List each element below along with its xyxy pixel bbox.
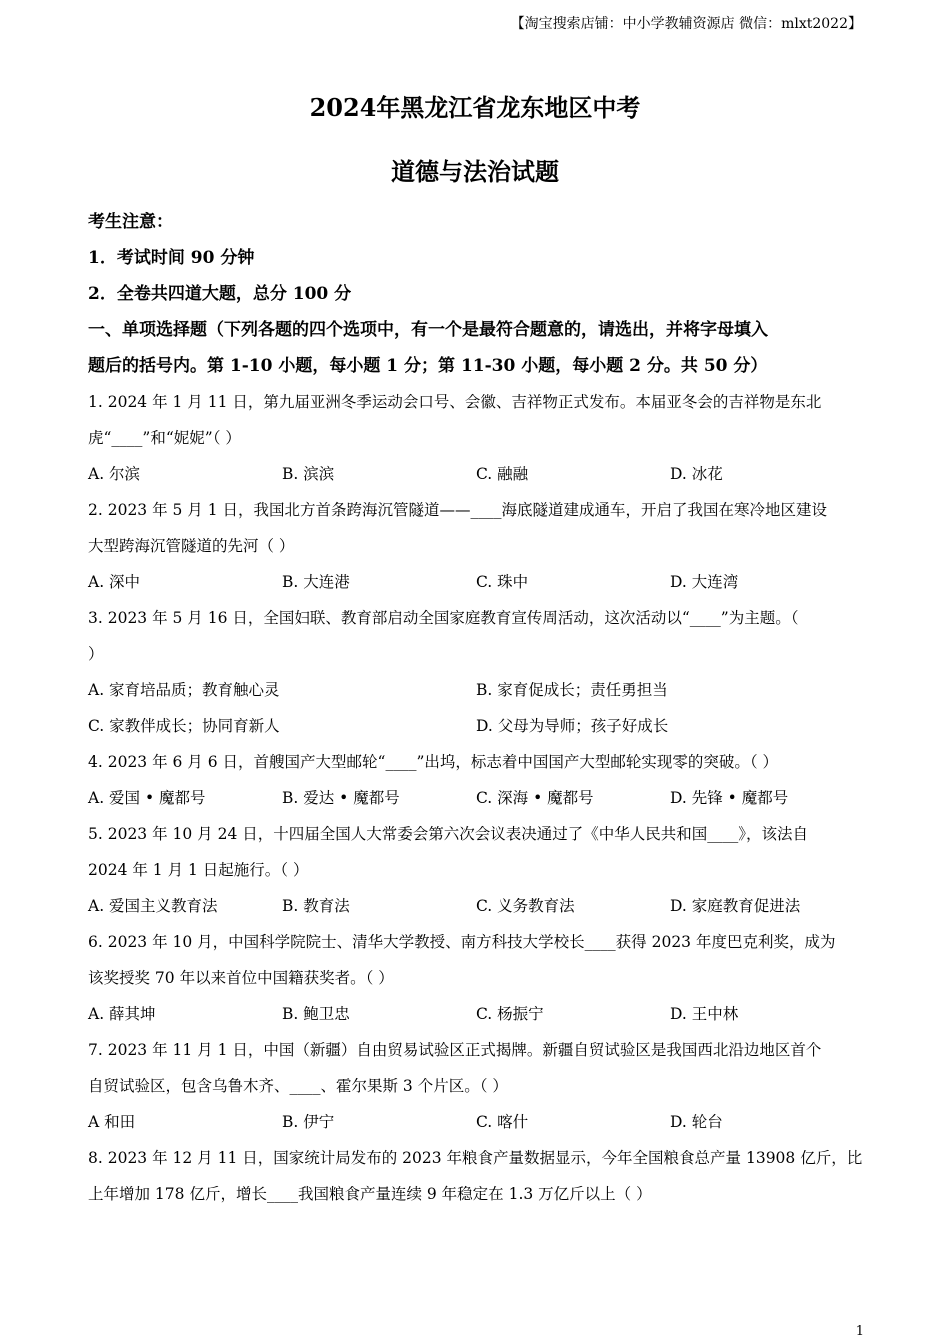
header-note: 【淘宝搜索店铺：中小学教辅资源店 微信：mlxt2022】 <box>510 16 862 32</box>
option-c: C. 义务教育法 <box>476 897 575 915</box>
option-b: B. 爱达 • 魔都号 <box>282 789 400 807</box>
question-text: 大型跨海沉管隧道的先河（ ） <box>88 537 295 555</box>
question-text: 2. 2023 年 5 月 1 日，我国北方首条跨海沉管隧道——____海底隧道建成通车，开启了我国在寒冷地区建设 <box>88 501 828 519</box>
options-row <box>88 1104 864 1140</box>
option-a: A. 深中 <box>88 573 141 591</box>
section-heading: 题后的括号内。第 1-10 小题，每小题 1 分；第 11-30 小题，每小题 2 分。共 50 分） <box>88 356 768 376</box>
page-title: 2024年黑龙江省龙东地区中考 <box>309 93 641 122</box>
question-text: 8. 2023 年 12 月 11 日，国家统计局发布的 2023 年粮食产量数据显示，今年全国粮食总产量 13908 亿斤，比 <box>88 1149 863 1167</box>
option-b: B. 教育法 <box>282 897 350 915</box>
option-b: B. 鲍卫忠 <box>282 1005 350 1023</box>
question-8 <box>88 1140 864 1212</box>
option-b: B. 滨滨 <box>282 465 335 483</box>
options-row <box>88 564 864 600</box>
question-text: ） <box>88 645 104 663</box>
section-heading: 一、单项选择题（下列各题的四个选项中，有一个是最符合题意的，请选出，并将字母填入 <box>88 320 768 340</box>
option-c: C. 喀什 <box>476 1113 529 1131</box>
option-a: A. 爱国主义教育法 <box>88 897 218 915</box>
question-text: 2024 年 1 月 1 日起施行。（ ） <box>88 861 309 879</box>
option-a: A. 爱国 • 魔都号 <box>88 789 206 807</box>
options-row <box>88 672 864 708</box>
question-2 <box>88 492 864 600</box>
notice-item: 1．考试时间 90 分钟 <box>88 248 255 268</box>
option-d: D. 冰花 <box>670 465 723 483</box>
question-text: 6. 2023 年 10 月，中国科学院院士、清华大学教授、南方科技大学校长____获得 2023 年度巴克利奖，成为 <box>88 933 836 951</box>
question-text: 5. 2023 年 10 月 24 日，十四届全国人大常委会第六次会议表决通过了《中华人民共和国____》，该法自 <box>88 825 808 843</box>
option-b: B. 大连港 <box>282 573 350 591</box>
question-text: 该奖授奖 70 年以来首位中国籍获奖者。（ ） <box>88 969 394 987</box>
question-text: 虎“____”和“妮妮”（ ） <box>88 429 241 447</box>
exam-content <box>88 204 864 1212</box>
option-c: C. 杨振宁 <box>476 1005 544 1023</box>
option-d: D. 王中林 <box>670 1005 739 1023</box>
notice-heading: 考生注意： <box>88 212 173 232</box>
question-text: 7. 2023 年 11 月 1 日，中国（新疆）自由贸易试验区正式揭牌。新疆自贸试验区是我国西北沿边地区首个 <box>88 1041 822 1059</box>
page-number: 1 <box>855 1324 864 1339</box>
option-d: D. 家庭教育促进法 <box>670 897 801 915</box>
options-row <box>88 456 864 492</box>
question-text: 上年增加 178 亿斤，增长____我国粮食产量连续 9 年稳定在 1.3 万亿斤以上（ ） <box>88 1185 652 1203</box>
question-1 <box>88 384 864 492</box>
option-d: D. 大连湾 <box>670 573 739 591</box>
option-d: D. 父母为导师；孩子好成长 <box>476 717 669 735</box>
options-row <box>88 996 864 1032</box>
option-a: A 和田 <box>88 1113 136 1131</box>
option-a: A. 尔滨 <box>88 465 141 483</box>
option-c: C. 深海 • 魔都号 <box>476 789 594 807</box>
options-row <box>88 888 864 924</box>
notice-item: 2．全卷共四道大题，总分 100 分 <box>88 284 352 304</box>
question-text: 3. 2023 年 5 月 16 日，全国妇联、教育部启动全国家庭教育宣传周活动，这次活动以“____”为主题。（ <box>88 609 799 627</box>
option-b: B. 伊宁 <box>282 1113 335 1131</box>
question-text: 自贸试验区，包含乌鲁木齐、____、霍尔果斯 3 个片区。（ ） <box>88 1077 508 1095</box>
question-4 <box>88 744 864 816</box>
option-a: A. 家育培品质；教育触心灵 <box>88 681 280 699</box>
question-6 <box>88 924 864 1032</box>
question-3 <box>88 600 864 744</box>
option-c: C. 珠中 <box>476 573 529 591</box>
options-row <box>88 780 864 816</box>
options-row <box>88 708 864 744</box>
page-subtitle: 道德与法治试题 <box>391 157 559 186</box>
option-c: C. 融融 <box>476 465 529 483</box>
option-a: A. 薛其坤 <box>88 1005 156 1023</box>
option-b: B. 家育促成长；责任勇担当 <box>476 681 668 699</box>
question-text: 1. 2024 年 1 月 11 日，第九届亚洲冬季运动会口号、会徽、吉祥物正式发布。本届亚冬会的吉祥物是东北 <box>88 393 822 411</box>
option-d: D. 先锋 • 魔都号 <box>670 789 789 807</box>
option-d: D. 轮台 <box>670 1113 723 1131</box>
question-text: 4. 2023 年 6 月 6 日，首艘国产大型邮轮“____”出坞，标志着中国国产大型邮轮实现零的突破。（ ） <box>88 753 779 771</box>
question-7 <box>88 1032 864 1140</box>
question-5 <box>88 816 864 924</box>
option-c: C. 家教伴成长；协同育新人 <box>88 717 280 735</box>
